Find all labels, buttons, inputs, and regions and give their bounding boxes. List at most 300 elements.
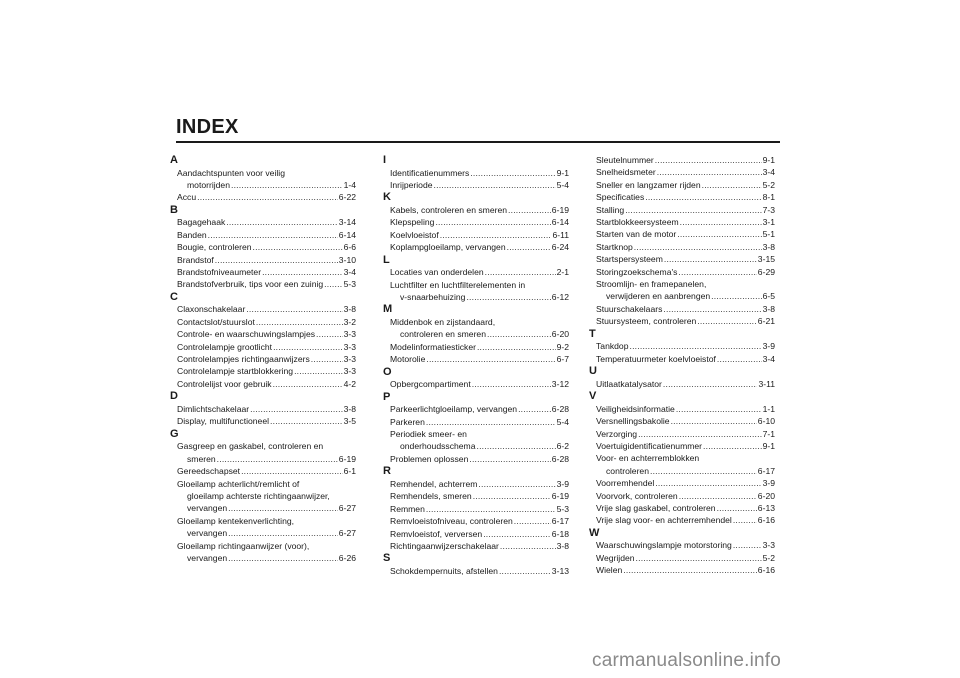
index-entry-text: controleren xyxy=(606,465,649,476)
index-entry-text: Versnellingsbakolie xyxy=(596,416,670,427)
index-entry-text: Vrije slag gaskabel, controleren xyxy=(596,502,716,513)
index-entry-text: Snelheidsmeter xyxy=(596,167,656,178)
index-entry xyxy=(589,154,775,166)
index-entry-page: 9-2 xyxy=(556,341,569,352)
dot-leader xyxy=(316,328,343,340)
index-entry xyxy=(383,378,569,390)
index-entry xyxy=(589,179,775,191)
dot-leader xyxy=(197,191,338,203)
index-entry xyxy=(589,353,775,365)
index-entry-text: Stuursysteem, controleren xyxy=(596,316,697,327)
index-entry-text: Controle- en waarschuwingslampjes xyxy=(177,329,316,340)
index-entry-page: 6-14 xyxy=(338,229,356,240)
index-section-letter: I xyxy=(383,154,387,166)
dot-leader xyxy=(246,303,342,315)
index-entry-text: Opbergcompartiment xyxy=(390,379,471,390)
index-entry-page: 1-4 xyxy=(343,180,356,190)
index-entry-page: 6-24 xyxy=(551,242,569,253)
index-entry xyxy=(589,564,775,576)
index-entry-page: 6-12 xyxy=(551,292,569,303)
index-entry xyxy=(589,340,775,352)
index-entry xyxy=(170,316,356,328)
index-entry xyxy=(170,403,356,415)
dot-leader xyxy=(508,204,551,216)
index-entry xyxy=(589,378,775,390)
index-entry-text: Voorvork, controleren xyxy=(596,490,678,501)
index-entry-text: Startsper​systeem xyxy=(596,254,663,265)
index-entry xyxy=(383,540,569,552)
index-entry-text: Uitlaatkatalysator xyxy=(596,378,662,389)
index-entry-text: Bagagehaak xyxy=(177,217,226,228)
dot-leader xyxy=(638,428,761,440)
index-entry-page: 5-4 xyxy=(556,180,569,190)
index-section-letter: P xyxy=(383,390,391,403)
index-entry-text: Motorolie xyxy=(390,354,426,365)
dot-leader xyxy=(717,353,762,365)
index-entry xyxy=(170,502,356,514)
dot-leader xyxy=(228,502,338,514)
dot-leader xyxy=(663,303,761,315)
index-entry-page: 6-26 xyxy=(338,552,356,563)
index-entry-page: 3-9 xyxy=(762,478,775,489)
index-entry xyxy=(383,565,569,577)
index-entry-page: 3-3 xyxy=(343,329,356,340)
index-entry xyxy=(170,527,356,539)
dot-leader xyxy=(625,204,761,216)
index-entry xyxy=(170,353,356,365)
dot-leader xyxy=(241,465,343,477)
index-entry xyxy=(170,453,356,465)
index-entry-text: Remvloeistof, verversen xyxy=(390,528,483,539)
dot-leader xyxy=(228,552,338,564)
index-entry xyxy=(589,241,775,253)
index-entry xyxy=(383,179,569,191)
dot-leader xyxy=(466,291,550,303)
dot-leader xyxy=(702,179,762,191)
dot-leader xyxy=(623,564,757,576)
dot-leader xyxy=(478,478,555,490)
index-entry-page: 6-6 xyxy=(343,242,356,253)
index-entry-text: Specificaties xyxy=(596,192,645,203)
dot-leader xyxy=(477,440,556,452)
index-entry-text: controleren en smeren xyxy=(400,329,486,340)
dot-leader xyxy=(228,527,338,539)
index-entry-page: 6-20 xyxy=(757,490,775,501)
dot-leader xyxy=(507,241,551,253)
index-entry-text: Stuurschakelaars xyxy=(596,303,663,314)
index-entry-page: 6-27 xyxy=(338,528,356,539)
index-entry xyxy=(383,416,569,428)
index-entry xyxy=(589,477,775,489)
index-entry xyxy=(170,191,356,203)
index-entry xyxy=(589,253,775,265)
index-entry-page: 6-21 xyxy=(757,316,775,327)
dot-leader xyxy=(500,540,556,552)
index-entry-page: 3-14 xyxy=(338,217,356,228)
dot-leader xyxy=(657,166,762,178)
index-entry xyxy=(589,204,775,216)
index-section-letter: C xyxy=(170,290,178,303)
index-section-letter: V xyxy=(589,390,597,403)
index-entry-text: onderhoudsschema xyxy=(400,441,476,452)
dot-leader xyxy=(270,415,343,427)
index-entry xyxy=(383,353,569,365)
index-entry xyxy=(383,490,569,502)
index-entry-page: 6-13 xyxy=(757,502,775,513)
index-entry-page: 6-28 xyxy=(551,453,569,464)
index-entry xyxy=(383,167,569,179)
index-entry xyxy=(170,216,356,228)
index-entry-page: 6-20 xyxy=(551,329,569,340)
index-entry: Stroomlijn- en framepanelen, xyxy=(596,279,707,290)
dot-leader xyxy=(630,340,762,352)
index-entry xyxy=(383,528,569,540)
dot-leader xyxy=(485,266,556,278)
index-entry-page: 3-3 xyxy=(762,540,775,551)
index-entry-text: Modelinformatiesticker xyxy=(390,341,476,352)
index-entry: Middenbok en zijstandaard, xyxy=(390,317,496,328)
index-entry xyxy=(589,303,775,315)
index-entry-page: 6-7 xyxy=(556,354,569,365)
index-entry-text: Voorremhendel xyxy=(596,478,655,489)
index-entry-text: Remmen xyxy=(390,503,425,514)
dot-leader xyxy=(469,453,550,465)
index-entry-page: 3-4 xyxy=(762,353,775,364)
index-entry-page: 3-1 xyxy=(762,217,775,228)
dot-leader xyxy=(434,179,556,191)
index-entry xyxy=(383,478,569,490)
dot-leader xyxy=(477,341,556,353)
index-entry xyxy=(589,415,775,427)
index-entry-page: 7-3 xyxy=(762,204,775,215)
index-entry-text: Voertuigidentificatienummer xyxy=(596,440,703,451)
index-entry xyxy=(170,378,356,390)
index-entry xyxy=(170,266,356,278)
index-entry-page: 3-12 xyxy=(551,379,569,390)
dot-leader xyxy=(440,229,552,241)
index-entry-page: 3-3 xyxy=(343,341,356,352)
index-entry-page: 6-16 xyxy=(757,515,775,526)
dot-leader xyxy=(680,216,762,228)
index-entry xyxy=(170,254,356,266)
index-entry-page: 9-1 xyxy=(762,155,775,165)
index-entry: Gasgreep en gaskabel, controleren en xyxy=(177,441,324,452)
index-entry-page: 3-8 xyxy=(343,304,356,315)
index-entry-page: 6-19 xyxy=(338,453,356,464)
index-entry xyxy=(383,503,569,515)
index-entry-text: Accu xyxy=(177,192,197,203)
index-entry xyxy=(170,365,356,377)
index-entry xyxy=(589,440,775,452)
index-entry-text: Controlelampje startblokkering xyxy=(177,366,294,377)
index-entry xyxy=(170,328,356,340)
index-entry-text: Storingzoekschema's xyxy=(596,266,678,277)
index-section-letter: G xyxy=(170,427,179,440)
dot-leader xyxy=(514,515,551,527)
index-entry-text: vervangen xyxy=(187,552,228,563)
index-entry-text: Temperatuurmeter koelvloeistof xyxy=(596,353,716,364)
dot-leader xyxy=(677,228,761,240)
index-entry xyxy=(383,241,569,253)
dot-leader xyxy=(487,328,551,340)
index-entry-page: 6-11 xyxy=(552,229,569,240)
index-entry-text: Remvloeistofniveau, controleren xyxy=(390,516,513,527)
dot-leader xyxy=(311,353,343,365)
index-entry-text: Wegrijden xyxy=(596,552,635,563)
index-entry-text: Remhendel, achterrem xyxy=(390,478,478,489)
index-entry-page: 6-17 xyxy=(551,516,569,527)
index-entry-text: Sleutelnummer xyxy=(596,155,654,165)
index-entry-text: Startblokkeersysteem xyxy=(596,217,679,228)
dot-leader xyxy=(253,241,343,253)
index-entry-text: Bougie, controleren xyxy=(177,242,252,253)
dot-leader xyxy=(273,341,343,353)
index-entry-text: Waarschuwingslampje motorstoring xyxy=(596,540,732,551)
index-entry-text: Brandstofverbruik, tips voor een zuinig xyxy=(177,279,324,290)
index-entry xyxy=(589,191,775,203)
index-entry-text: Inrijperiode xyxy=(390,180,433,190)
index-entry xyxy=(170,179,356,191)
index-entry-text: motorrijden xyxy=(187,180,230,190)
index-entry xyxy=(589,465,775,477)
index-entry-text: verwijderen en aanbrengen xyxy=(606,291,711,302)
index-entry xyxy=(383,291,569,303)
index-entry-page: 3-8 xyxy=(343,403,356,414)
dot-leader xyxy=(650,465,757,477)
index-entry xyxy=(589,228,775,240)
dot-leader xyxy=(499,565,551,577)
index-entry-text: Startknop xyxy=(596,241,633,252)
index-entry xyxy=(383,403,569,415)
index-entry-page: 5-3 xyxy=(556,503,569,514)
index-entry-text: Identificatienummers xyxy=(390,167,470,178)
dot-leader xyxy=(426,503,556,515)
index-entry-page: 6-29 xyxy=(757,266,775,277)
index-section-letter: A xyxy=(170,154,178,166)
index-entry-page: 6-17 xyxy=(757,465,775,476)
index-entry-page: 4-2 xyxy=(343,378,356,389)
index-entry-page: 3-11 xyxy=(758,378,775,389)
index-entry-text: Kabels, controleren en smeren xyxy=(390,205,508,215)
dot-leader xyxy=(473,490,551,502)
index-entry-text: Problemen oplossen xyxy=(390,453,469,464)
index-entry xyxy=(383,328,569,340)
index-entry-page: 8-1 xyxy=(762,192,775,203)
dot-leader xyxy=(324,278,342,290)
index-entry xyxy=(170,303,356,315)
index-entry-text: Brandstofniveaumeter xyxy=(177,267,262,278)
dot-leader xyxy=(483,528,551,540)
index-entry xyxy=(589,216,775,228)
index-entry-page: 3-4 xyxy=(343,267,356,278)
index-entry-page: 1-1 xyxy=(762,403,775,414)
index-entry: Gloeilamp achterlicht/remlicht of xyxy=(177,478,300,489)
index-entry xyxy=(589,539,775,551)
index-section-letter: D xyxy=(170,390,178,403)
dot-leader xyxy=(679,490,757,502)
index-entry xyxy=(383,341,569,353)
dot-leader xyxy=(655,477,761,489)
index-entry: Gloeilamp richtingaanwijzer (voor), xyxy=(177,540,310,551)
index-entry xyxy=(383,453,569,465)
index-entry-page: 5-1 xyxy=(762,229,775,240)
index-entry xyxy=(589,552,775,564)
index-entry xyxy=(383,440,569,452)
index-section-letter: O xyxy=(383,365,392,378)
index-section-letter: S xyxy=(383,552,391,565)
index-entry-page: 6-10 xyxy=(757,416,775,427)
index-entry-text: Controlelampje grootlicht xyxy=(177,341,273,352)
index-section-letter: K xyxy=(383,191,391,204)
index-section-letter: M xyxy=(383,303,393,316)
index-entry xyxy=(383,204,569,216)
dot-leader xyxy=(226,216,338,228)
index-entry xyxy=(589,502,775,514)
index-entry-page: 6-5 xyxy=(762,291,775,302)
watermark: carmanualsonline.info xyxy=(592,650,782,671)
dot-leader xyxy=(645,191,761,203)
index-entry: Aandachtspunten voor veilig xyxy=(177,167,285,178)
index-section-letter: B xyxy=(170,203,178,216)
dot-leader xyxy=(634,241,762,253)
index-entry-page: 5-3 xyxy=(343,279,356,290)
dot-leader xyxy=(208,229,338,241)
index-entry-page: 6-14 xyxy=(551,217,569,228)
index-entry-page: 5-4 xyxy=(556,416,569,427)
dot-leader xyxy=(294,365,343,377)
dot-leader xyxy=(250,403,342,415)
index-entry xyxy=(170,278,356,290)
index-entry-text: Controlelijst voor gebruik xyxy=(177,378,272,389)
dot-leader xyxy=(273,378,343,390)
index-entry-page: 6-18 xyxy=(551,528,569,539)
index-entry-text: Locaties van onderdelen xyxy=(390,267,484,278)
index-entry xyxy=(589,290,775,302)
index-entry: Luchtfilter en luchtfilterelementen in xyxy=(390,279,526,290)
index-entry-text: Verzorging xyxy=(596,428,638,439)
dot-leader xyxy=(717,502,757,514)
index-entry-page: 3-9 xyxy=(556,478,569,489)
index-entry-text: Schokdempernuits, afstellen xyxy=(390,565,498,576)
index-entry xyxy=(170,229,356,241)
dot-leader xyxy=(733,514,757,526)
index-entry xyxy=(383,216,569,228)
index-entry-text: Vrije slag voor- en achterremhendel xyxy=(596,515,732,526)
index-entry-text: vervangen xyxy=(187,528,228,539)
index-entry-text: Klepspeling xyxy=(390,217,435,228)
page-title: INDEX xyxy=(176,116,239,138)
dot-leader xyxy=(636,552,762,564)
index-entry: Gloeilamp kentekenverlichting, xyxy=(177,515,295,526)
index-entry-text: smeren xyxy=(187,453,216,464)
title-divider xyxy=(176,141,780,143)
index-entry xyxy=(170,465,356,477)
index-entry-page: 6-28 xyxy=(551,404,569,415)
index-entry-text: Tankdop xyxy=(596,341,629,352)
index-entry-page: 6-2 xyxy=(556,441,569,452)
dot-leader xyxy=(678,266,756,278)
index-entry-text: Wielen xyxy=(596,565,623,576)
index-entry-page: 3-10 xyxy=(338,254,356,265)
index-entry-text: Parkeerlichtgloeilamp, vervangen xyxy=(390,404,518,415)
index-entry xyxy=(383,515,569,527)
dot-leader xyxy=(676,403,762,415)
dot-leader xyxy=(435,216,550,228)
dot-leader xyxy=(470,167,555,179)
index-column-3 xyxy=(589,154,775,577)
index-entry xyxy=(589,490,775,502)
index-entry-text: Stalling xyxy=(596,204,625,215)
index-section-letter: L xyxy=(383,253,390,266)
index-entry-page: 5-2 xyxy=(762,179,775,190)
index-entry: gloeilamp achterste richtingaanwijzer, xyxy=(187,490,330,501)
index-section-letter: W xyxy=(589,526,600,539)
index-entry xyxy=(170,552,356,564)
index-entry-page: 6-1 xyxy=(343,466,356,477)
index-entry-text: v-snaarbehuizing xyxy=(400,292,466,303)
index-section-letter: U xyxy=(589,365,597,378)
index-entry-page: 3-13 xyxy=(551,565,569,576)
index-entry-page: 3-9 xyxy=(762,341,775,352)
index-column-2 xyxy=(383,154,569,577)
index-entry-text: Sneller en langzamer rijden xyxy=(596,179,701,190)
index-entry-page: 3-4 xyxy=(762,167,775,178)
index-entry-page: 9-1 xyxy=(556,167,569,178)
dot-leader xyxy=(711,290,761,302)
dot-leader xyxy=(671,415,757,427)
index-entry-text: Banden xyxy=(177,229,207,240)
index-section-letter: T xyxy=(589,327,596,340)
index-entry-page: 3-3 xyxy=(343,354,356,365)
index-entry xyxy=(589,166,775,178)
index-entry-text: Display, multifunctioneel xyxy=(177,416,270,427)
dot-leader xyxy=(256,316,343,328)
index-entry-page: 2-1 xyxy=(556,267,569,278)
index-entry-page: 6-16 xyxy=(757,565,775,576)
index-entry-page: 3-8 xyxy=(762,303,775,314)
index-entry xyxy=(383,266,569,278)
index-entry: Periodiek smeer- en xyxy=(390,429,467,440)
dot-leader xyxy=(664,253,757,265)
index-entry xyxy=(589,266,775,278)
index-entry-page: 6-22 xyxy=(338,192,356,203)
index-entry-page: 3-8 xyxy=(762,241,775,252)
index-entry xyxy=(589,514,775,526)
index-entry-page: 6-27 xyxy=(338,503,356,514)
dot-leader xyxy=(518,403,551,415)
index-entry-page: 3-2 xyxy=(343,316,356,327)
index-entry-page: 6-19 xyxy=(551,491,569,502)
index-entry xyxy=(589,315,775,327)
index-column-1 xyxy=(170,154,356,564)
index-entry-page: 3-8 xyxy=(556,540,569,551)
index-entry-page: 5-2 xyxy=(762,552,775,563)
dot-leader xyxy=(655,154,762,166)
index-entry xyxy=(170,341,356,353)
index-entry-text: Contactslot/stuurslot xyxy=(177,316,255,327)
dot-leader xyxy=(697,315,756,327)
index-entry-text: Dimlichtschakelaar xyxy=(177,403,250,414)
index-entry xyxy=(170,415,356,427)
index-entry-page: 3-15 xyxy=(757,254,775,265)
index-entry: Voor- en achterremblokken xyxy=(596,453,700,464)
dot-leader xyxy=(472,378,551,390)
index-entry-text: Koplampgloeilamp, vervangen xyxy=(390,242,506,253)
index-entry-text: Starten van de motor xyxy=(596,229,677,240)
index-entry-page: 7-1 xyxy=(762,428,775,439)
dot-leader xyxy=(217,453,338,465)
index-entry xyxy=(589,428,775,440)
